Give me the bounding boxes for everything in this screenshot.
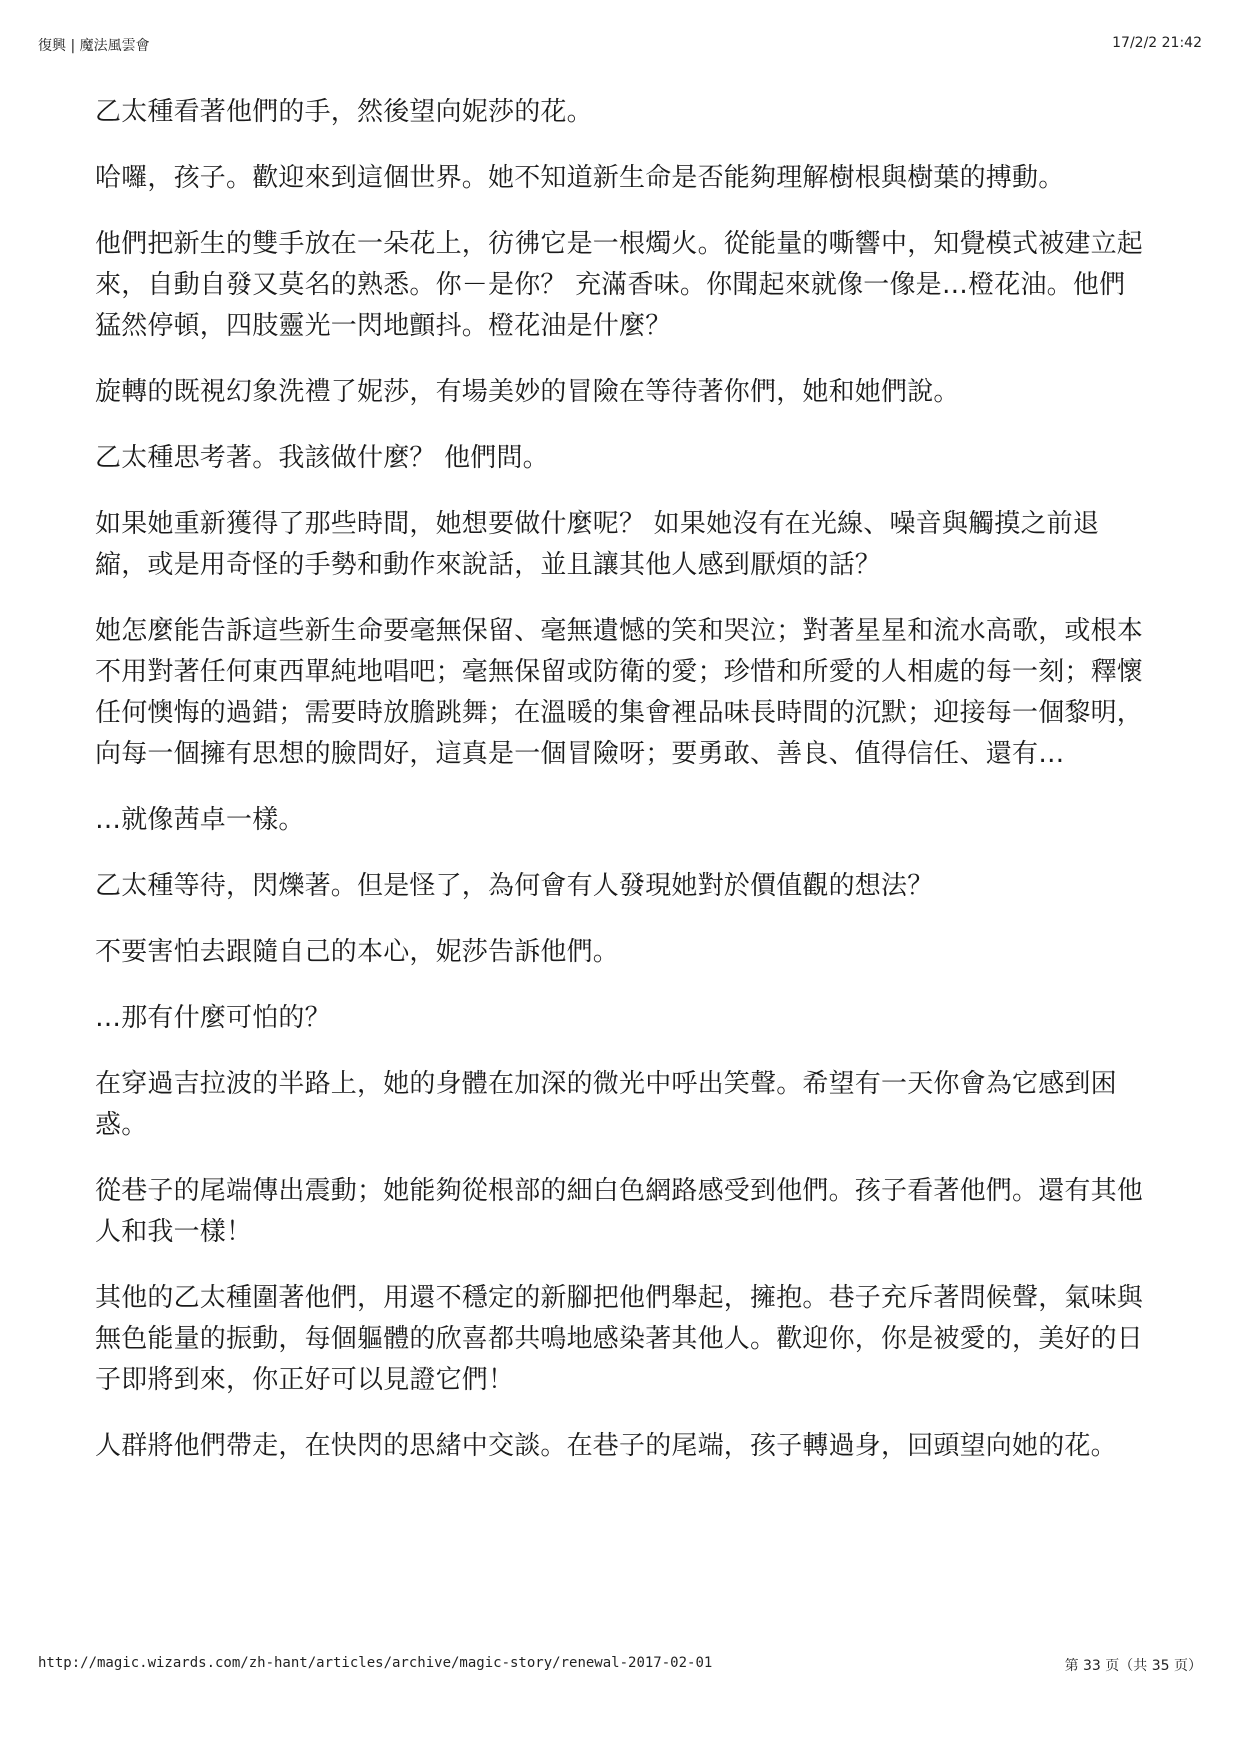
print-header bbox=[38, 35, 1202, 55]
page-number: 第 33 页（共 35 页） bbox=[1064, 1658, 1202, 1674]
paragraph: 哈囉，孩子。歡迎來到這個世界。她不知道新生命是否能夠理解樹根與樹葉的搏動。 bbox=[95, 163, 1065, 193]
article-body bbox=[95, 92, 1147, 1492]
paragraph: 旋轉的既視幻象洗禮了妮莎，有場美妙的冒險在等待著你們，她和她們說。 bbox=[95, 377, 960, 407]
paragraph: 人群將他們帶走，在快閃的思緒中交談。在巷子的尾端，孩子轉過身，回頭望向她的花。 bbox=[95, 1431, 1117, 1461]
paragraph: …那有什麼可怕的？ bbox=[95, 1003, 331, 1033]
paragraph: 其他的乙太種圍著他們，用還不穩定的新腳把他們舉起，擁抱。巷子充斥著問候聲，氣味與無色能量的振動，每個軀體的欣喜都共鳴地感染著其他人。歡迎你，你是被愛的，美好的日子即將到來，你正好可以見證它們！ bbox=[95, 1283, 1144, 1395]
print-footer bbox=[38, 1655, 1202, 1675]
paragraph: 從巷子的尾端傳出震動；她能夠從根部的細白色網路感受到他們。孩子看著他們。還有其他人和我一樣！ bbox=[95, 1176, 1144, 1247]
paragraph: 乙太種思考著。我該做什麼？ 他們問。 bbox=[95, 443, 549, 473]
page-url-link[interactable]: http://magic.wizards.com/zh-hant/articles/archive/magic-story/renewal-2017-02-01 bbox=[38, 1655, 713, 1671]
print-datetime: 17/2/2 21:42 bbox=[1112, 35, 1202, 51]
paragraph: 她怎麼能告訴這些新生命要毫無保留、毫無遺憾的笑和哭泣；對著星星和流水高歌，或根本不用對著任何東西單純地唱吧；毫無保留或防衛的愛；珍惜和所愛的人相處的每一刻；釋懷任何懊悔的過錯；需要時放膽跳舞；在溫暖的集會裡品味長時間的沉默；迎接每一個黎明，向每一個擁有思想的臉問好，這真是一個冒險呀；要勇敢、善良、值得信任、還有… bbox=[95, 616, 1144, 769]
page-title: 復興 | 魔法風雲會 bbox=[38, 38, 150, 54]
paragraph: 他們把新生的雙手放在一朵花上，彷彿它是一根燭火。從能量的嘶響中，知覺模式被建立起來，自動自發又莫名的熟悉。你－是你？ 充滿香味。你聞起來就像一像是…橙花油。他們猛然停頓，四肢靈光一閃地顫抖。橙花油是什麼？ bbox=[95, 229, 1144, 341]
paragraph: …就像茜卓一樣。 bbox=[95, 805, 305, 835]
paragraph: 乙太種看著他們的手，然後望向妮莎的花。 bbox=[95, 97, 593, 127]
paragraph: 如果她重新獲得了那些時間，她想要做什麼呢？ 如果她沒有在光線、噪音與觸摸之前退縮，或是用奇怪的手勢和動作來說話，並且讓其他人感到厭煩的話？ bbox=[95, 509, 1100, 580]
paragraph: 乙太種等待，閃爍著。但是怪了，為何會有人發現她對於價值觀的想法？ bbox=[95, 871, 934, 901]
paragraph: 不要害怕去跟隨自己的本心，妮莎告訴他們。 bbox=[95, 937, 620, 967]
paragraph: 在穿過吉拉波的半路上，她的身體在加深的微光中呼出笑聲。希望有一天你會為它感到困惑。 bbox=[95, 1069, 1117, 1140]
